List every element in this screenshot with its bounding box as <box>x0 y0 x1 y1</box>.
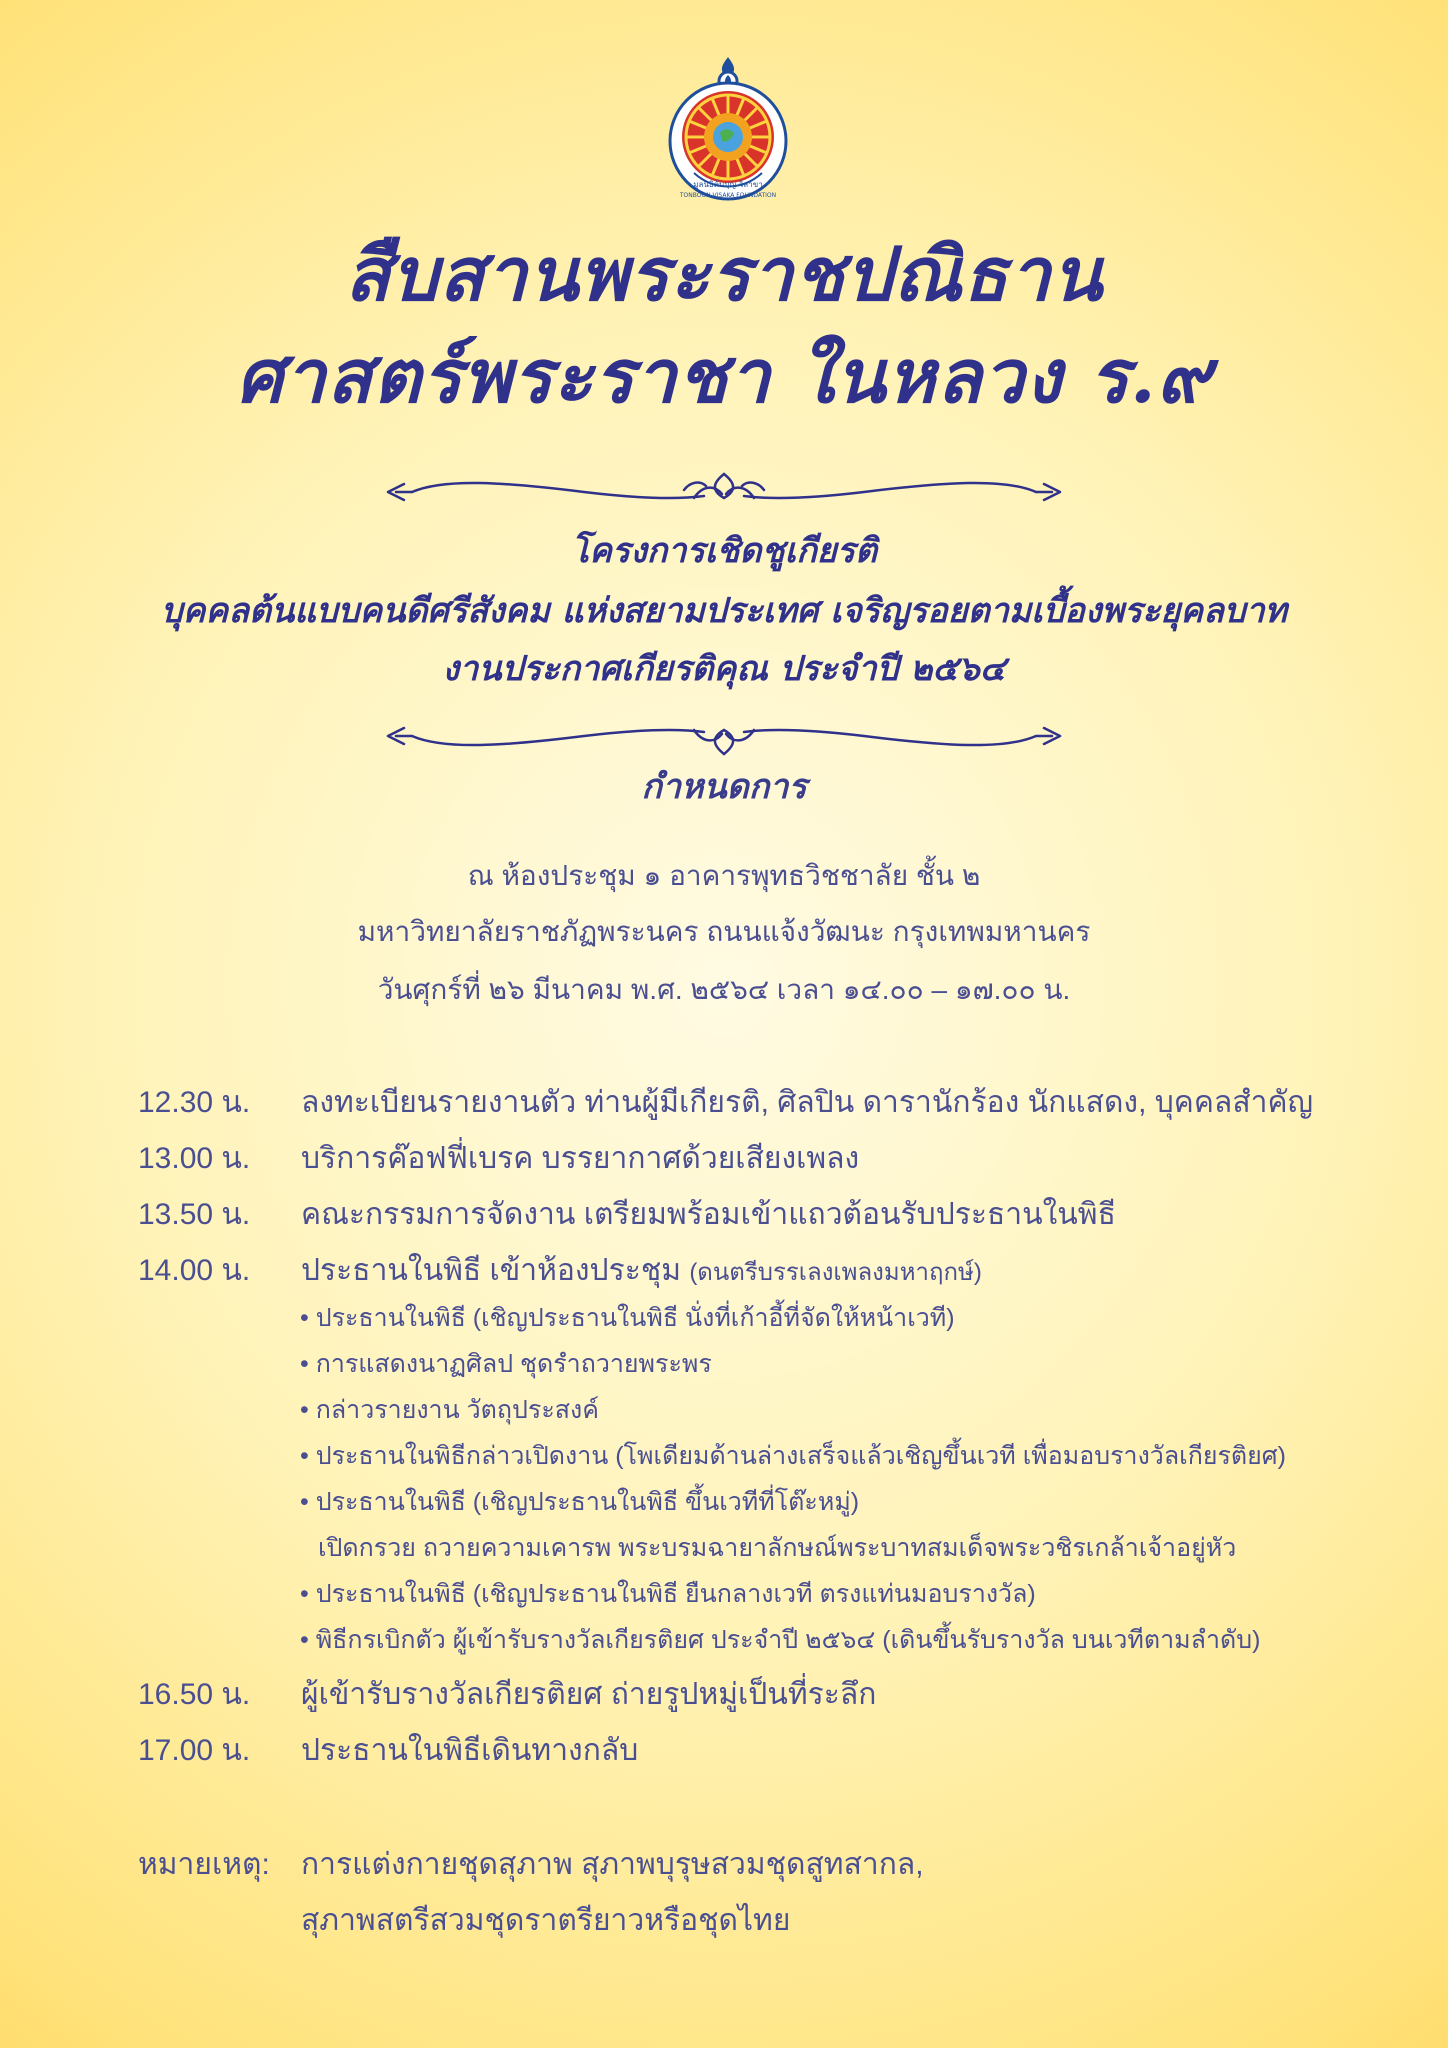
schedule-time: 12.30 น. <box>138 1086 251 1119</box>
schedule-time: 14.00 น. <box>138 1254 251 1287</box>
logo-text-thai: มูลนิธิต้นบุญ วิสาขา <box>693 180 763 189</box>
venue-line-2: มหาวิทยาลัยราชภัฏพระนคร ถนนแจ้งวัฒนะ กรุงเทพมหานคร <box>357 916 1091 947</box>
project-line-3: งานประกาศเกียรติคุณ ประจำปี ๒๕๖๔ <box>442 649 1006 689</box>
remark-line-2: สุภาพสตรีสวมชุดราตรียาวหรือชุดไทย <box>301 1904 791 1937</box>
schedule-desc: ประธานในพิธีเดินทางกลับ <box>301 1734 639 1767</box>
ornament-divider-bottom <box>384 712 1064 760</box>
sub-item: • ประธานในพิธี (เชิญประธานในพิธี ขึ้นเวทีที่โต๊ะหมู่) <box>300 1488 860 1516</box>
schedule-heading: กำหนดการ <box>641 767 807 807</box>
venue-line-1: ณ ห้องประชุม ๑ อาคารพุทธวิชชาลัย ชั้น ๒ <box>467 860 981 891</box>
schedule-time: 13.00 น. <box>138 1142 251 1175</box>
title-line-1: สืบสานพระราชปณิธาน <box>344 232 1104 318</box>
sub-item-continuation: เปิดกรวย ถวายความเคารพ พระบรมฉายาลักษณ์พระบาทสมเด็จพระวชิรเกล้าเจ้าอยู่หัว <box>318 1534 1237 1562</box>
project-line-1: โครงการเชิดชูเกียรติ <box>570 531 878 571</box>
schedule-desc: ประธานในพิธี เข้าห้องประชุม <box>301 1254 690 1287</box>
title-line-2: ศาสตร์พระราชา ในหลวง ร.๙ <box>236 334 1212 420</box>
schedule-desc: ผู้เข้ารับรางวัลเกียรติยศ ถ่ายรูปหมู่เป็นที่ระลึก <box>301 1678 877 1711</box>
schedule-desc: คณะกรรมการจัดงาน เตรียมพร้อมเข้าแถวต้อนรับประธานในพิธี <box>301 1198 1116 1231</box>
sub-item: • พิธีกรเบิกตัว ผู้เข้ารับรางวัลเกียรติยศ ประจำปี ๒๕๖๔ (เดินขึ้นรับรางวัล บนเวทีตามลำดับ) <box>300 1626 1261 1654</box>
schedule-time: 17.00 น. <box>138 1734 251 1767</box>
schedule-time: 13.50 น. <box>138 1198 251 1231</box>
logo-text-en: TONBOON VISAKA FOUNDATION <box>679 192 777 199</box>
sub-item: • ประธานในพิธี (เชิญประธานในพิธี นั่งที่เก้าอี้ที่จัดให้หน้าเวที) <box>300 1304 955 1332</box>
venue-line-3: วันศุกร์ที่ ๒๖ มีนาคม พ.ศ. ๒๕๖๔ เวลา ๑๔.๐๐ – ๑๗.๐๐ น. <box>377 974 1071 1005</box>
sub-item: • ประธานในพิธีกล่าวเปิดงาน (โพเดียมด้านล่างเสร็จแล้วเชิญขึ้นเวที เพื่อมอบรางวัลเกียรติยศ) <box>300 1442 1286 1470</box>
schedule-desc: ลงทะเบียนรายงานตัว ท่านผู้มีเกียรติ, ศิลปิน ดารานักร้อง นักแสดง, บุคคลสำคัญ <box>301 1086 1314 1119</box>
schedule-time: 16.50 น. <box>138 1678 251 1711</box>
remark-label: หมายเหตุ: <box>138 1848 270 1881</box>
schedule-note: (ดนตรีบรรเลงเพลงมหาฤกษ์) <box>689 1259 982 1286</box>
project-line-2: บุคคลต้นแบบคนดีศรีสังคม แห่งสยามประเทศ เจริญรอยตามเบื้องพระยุคลบาท <box>161 591 1287 631</box>
sub-item: • การแสดงนาฏศิลป ชุดรำถวายพระพร <box>300 1350 712 1378</box>
schedule-desc-wrap <box>301 1256 982 1286</box>
foundation-logo <box>664 55 792 205</box>
sub-item: • ประธานในพิธี (เชิญประธานในพิธี ยืนกลางเวที ตรงแท่นมอบรางวัล) <box>300 1580 1036 1608</box>
remark-line-1: การแต่งกายชุดสุภาพ สุภาพบุรุษสวมชุดสูทสากล, <box>301 1848 924 1881</box>
sub-item: • กล่าวรายงาน วัตถุประสงค์ <box>300 1396 599 1424</box>
ornament-divider-top <box>384 468 1064 516</box>
schedule-desc: บริการค๊อฟฟี่เบรค บรรยากาศด้วยเสียงเพลง <box>301 1142 860 1175</box>
